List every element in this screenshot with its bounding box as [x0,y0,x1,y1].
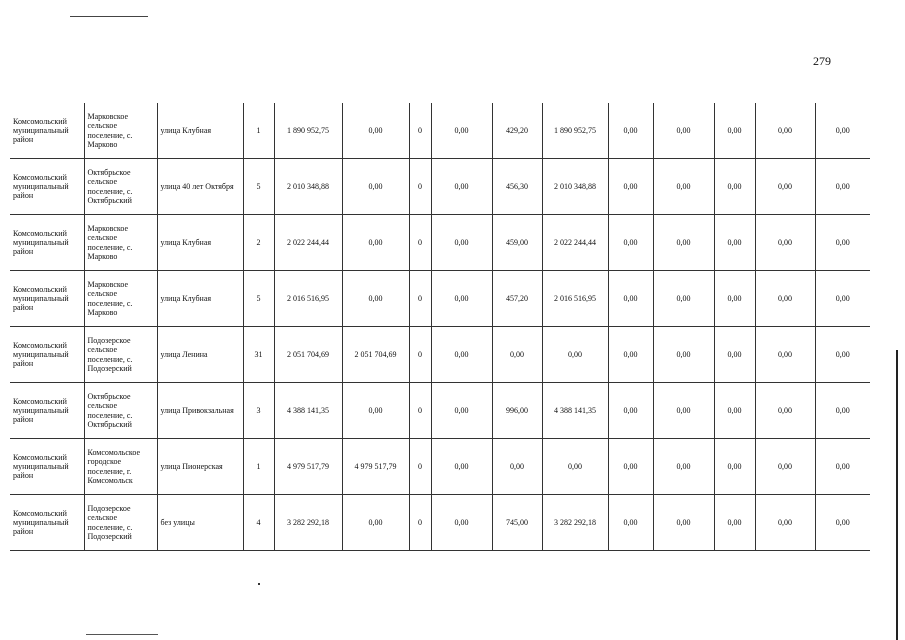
amount-cell: 0,00 [714,327,755,383]
amount-cell: 0,00 [608,215,653,271]
footer-rule [86,634,158,635]
amount-cell: 0,00 [755,383,815,439]
amount-cell: 2 010 348,88 [542,159,608,215]
district-cell: Комсомольский муниципальный район [10,159,84,215]
street-cell: улица Пионерская [157,439,243,495]
settlement-cell: Марковское сельское поселение, с. Марково [84,103,157,159]
area-cell: 429,20 [492,103,542,159]
district-cell: Комсомольский муниципальный район [10,383,84,439]
count-cell: 0 [409,159,431,215]
amount-cell: 0,00 [815,215,870,271]
housing-table [10,103,870,551]
area-cell: 456,30 [492,159,542,215]
total-cost-cell: 2 051 704,69 [274,327,342,383]
table-row [10,327,870,383]
amount-cell: 0,00 [815,495,870,551]
amount-cell: 4 979 517,79 [342,439,409,495]
page-number: 279 [813,54,831,68]
settlement-cell: Марковское сельское поселение, с. Марково [84,271,157,327]
amount-cell: 0,00 [714,495,755,551]
amount-cell: 0,00 [653,495,714,551]
count-cell: 0 [409,495,431,551]
amount-cell: 0,00 [755,439,815,495]
amount-cell: 0,00 [815,383,870,439]
house-number-cell: 31 [243,327,274,383]
header-rule [70,16,148,17]
total-cost-cell: 2 010 348,88 [274,159,342,215]
amount-cell: 0,00 [815,103,870,159]
scan-edge-mark [896,350,898,640]
amount-cell: 0,00 [431,439,492,495]
house-number-cell: 3 [243,383,274,439]
amount-cell: 0,00 [653,439,714,495]
district-cell: Комсомольский муниципальный район [10,103,84,159]
amount-cell: 0,00 [431,271,492,327]
area-cell: 457,20 [492,271,542,327]
count-cell: 0 [409,271,431,327]
street-cell: улица Клубная [157,271,243,327]
district-cell: Комсомольский муниципальный район [10,327,84,383]
table-row [10,159,870,215]
street-cell: без улицы [157,495,243,551]
count-cell: 0 [409,439,431,495]
amount-cell: 0,00 [342,495,409,551]
amount-cell: 0,00 [653,271,714,327]
area-cell: 0,00 [492,327,542,383]
amount-cell: 1 890 952,75 [542,103,608,159]
amount-cell: 0,00 [755,495,815,551]
amount-cell: 0,00 [714,383,755,439]
total-cost-cell: 1 890 952,75 [274,103,342,159]
amount-cell: 0,00 [608,495,653,551]
amount-cell: 0,00 [653,383,714,439]
table-row [10,215,870,271]
district-cell: Комсомольский муниципальный район [10,215,84,271]
amount-cell: 0,00 [755,327,815,383]
amount-cell: 0,00 [714,271,755,327]
amount-cell: 0,00 [342,271,409,327]
area-cell: 0,00 [492,439,542,495]
count-cell: 0 [409,327,431,383]
settlement-cell: Подозерское сельское поселение, с. Подозерский [84,327,157,383]
area-cell: 745,00 [492,495,542,551]
amount-cell: 0,00 [342,383,409,439]
scan-speck [258,583,260,585]
table-row [10,271,870,327]
total-cost-cell: 2 022 244,44 [274,215,342,271]
amount-cell: 0,00 [755,159,815,215]
amount-cell: 0,00 [342,103,409,159]
settlement-cell: Комсомольское городское поселение, г. Комсомольск [84,439,157,495]
house-number-cell: 1 [243,103,274,159]
amount-cell: 0,00 [815,439,870,495]
amount-cell: 0,00 [431,495,492,551]
table-row [10,103,870,159]
total-cost-cell: 2 016 516,95 [274,271,342,327]
amount-cell: 3 282 292,18 [542,495,608,551]
table-row [10,383,870,439]
amount-cell: 0,00 [755,103,815,159]
street-cell: улица Клубная [157,215,243,271]
amount-cell: 0,00 [815,159,870,215]
total-cost-cell: 4 979 517,79 [274,439,342,495]
total-cost-cell: 3 282 292,18 [274,495,342,551]
house-number-cell: 5 [243,159,274,215]
amount-cell: 0,00 [431,383,492,439]
count-cell: 0 [409,383,431,439]
street-cell: улица Привокзальная [157,383,243,439]
amount-cell: 0,00 [755,215,815,271]
amount-cell: 0,00 [755,271,815,327]
amount-cell: 0,00 [653,215,714,271]
district-cell: Комсомольский муниципальный район [10,439,84,495]
area-cell: 996,00 [492,383,542,439]
settlement-cell: Подозерское сельское поселение, с. Подозерский [84,495,157,551]
settlement-cell: Марковское сельское поселение, с. Марково [84,215,157,271]
amount-cell: 0,00 [431,159,492,215]
amount-cell: 0,00 [714,159,755,215]
district-cell: Комсомольский муниципальный район [10,271,84,327]
amount-cell: 0,00 [653,103,714,159]
amount-cell: 0,00 [653,159,714,215]
amount-cell: 0,00 [714,215,755,271]
settlement-cell: Октябрьское сельское поселение, с. Октябрьский [84,383,157,439]
area-cell: 459,00 [492,215,542,271]
amount-cell: 0,00 [815,271,870,327]
amount-cell: 0,00 [542,327,608,383]
amount-cell: 0,00 [815,327,870,383]
amount-cell: 0,00 [431,327,492,383]
house-number-cell: 2 [243,215,274,271]
street-cell: улица Клубная [157,103,243,159]
total-cost-cell: 4 388 141,35 [274,383,342,439]
amount-cell: 0,00 [608,271,653,327]
amount-cell: 0,00 [714,103,755,159]
house-number-cell: 4 [243,495,274,551]
street-cell: улица 40 лет Октября [157,159,243,215]
amount-cell: 0,00 [542,439,608,495]
house-number-cell: 1 [243,439,274,495]
amount-cell: 0,00 [608,103,653,159]
amount-cell: 2 022 244,44 [542,215,608,271]
amount-cell: 0,00 [653,327,714,383]
settlement-cell: Октябрьское сельское поселение, с. Октябрьский [84,159,157,215]
table-row [10,495,870,551]
amount-cell: 4 388 141,35 [542,383,608,439]
amount-cell: 0,00 [608,383,653,439]
amount-cell: 2 016 516,95 [542,271,608,327]
amount-cell: 0,00 [342,159,409,215]
table-row [10,439,870,495]
street-cell: улица Ленина [157,327,243,383]
amount-cell: 0,00 [714,439,755,495]
amount-cell: 0,00 [608,159,653,215]
count-cell: 0 [409,103,431,159]
amount-cell: 0,00 [431,103,492,159]
district-cell: Комсомольский муниципальный район [10,495,84,551]
house-number-cell: 5 [243,271,274,327]
count-cell: 0 [409,215,431,271]
amount-cell: 0,00 [431,215,492,271]
amount-cell: 0,00 [608,439,653,495]
amount-cell: 0,00 [608,327,653,383]
amount-cell: 2 051 704,69 [342,327,409,383]
amount-cell: 0,00 [342,215,409,271]
